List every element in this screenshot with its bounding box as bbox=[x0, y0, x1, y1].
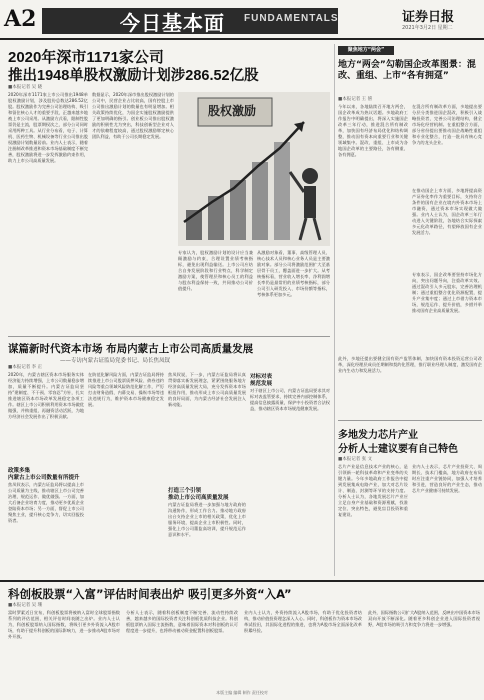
illustration-caption: 股权激励 bbox=[208, 104, 257, 118]
chip-subheadline: 分析人士建议要有自己特色 bbox=[338, 444, 458, 455]
right-column-3: 在推动国企上市方面，多地将提高资产证券化率作为重要目标，支持符合条件的国有企业在境内外资本市场上市融资，通过资本市场实现做大做强。业内人士认为，国企改革三年行动进入关键阶段，各地结合实际探索多元化改革路径，有望释放国有企业发展活力。 bbox=[412, 188, 482, 235]
chip-column-1: 芯片产业是信息技术产业的核心，是引领新一轮科技革命和产业变革的关键力量。今年多地政府工作报告中提到发展集成电路产业，加大对芯片设计、制造、封测等环节的支持力度。分析人士认为，各地发展芯片产业应立足自身产业基础和资源禀赋，找准定位、突出特色，避免盲目投资和重复建设。 bbox=[338, 464, 408, 517]
section-tag: 聚焦地方“两会” bbox=[338, 46, 394, 55]
page-header bbox=[0, 0, 484, 40]
section-subtitle: FUNDAMENTALS bbox=[244, 13, 339, 24]
star-market-headline: 科创板股票“入富”评估时间表出炉 吸引更多外资“入A” bbox=[8, 587, 292, 601]
inner-mongolia-subheadline: ——专访内蒙古证监局党委书记、局长焦凤钗 bbox=[60, 358, 171, 364]
lead-headline-line-2: 推出1948单股权激励计划涉286.52亿股 bbox=[8, 68, 259, 84]
bottom-column-2: 分析人士表示，随着科创板制度不断完善、流动性持续改善，越来越多的国际投资者关注科创板优质科技企业。科创板股票纳入国际主流指数，意味着国际资本对科创板的认可程度进一步提升，也将带动被动资金配置科创板股票。 bbox=[126, 610, 238, 633]
bottom-column-4: 此外，国际指数公司扩大A股纳入范围，反映出中国资本市场双向开放不断深化。随着更多科创企业进入国际投资者视野，A股市场的吸引力和竞争力将进一步增强。 bbox=[368, 610, 480, 627]
middle-subhead-1b: 内蒙古上市公司数量有所提升 bbox=[8, 475, 80, 481]
column-rule bbox=[334, 44, 335, 576]
chip-column-2: 业内人士表示，芯片产业投资大、周期长、技术门槛高，地方政府在布局时应注重产业链协同，加强人才培养和引进，营造良好的产业生态，推动芯片产业健康可持续发展。 bbox=[412, 464, 482, 493]
section-title: 今日基本面 bbox=[120, 11, 225, 35]
lead-column-2: 数据显示，2020年深市推出股权激励计划的公司中，民营企业占比较高，国有控股上市公司推出激励计划的数量也有明显增加。相关政策持续优化，为国企实施股权激励提供了更加明确的指引。创业板公司推出股权激励的积极性尤为突出，科技创新型企业对人才的依赖程度较高，通过股权激励绑定核心团队利益，有助于公司长期稳定发展。 bbox=[92, 92, 174, 139]
chip-byline: ■本报记者 张 文 bbox=[338, 457, 373, 462]
newspaper-logo: 证券日报 bbox=[402, 10, 455, 25]
right-byline: ■本报记者 王 僖 bbox=[338, 97, 373, 102]
header-rule bbox=[0, 38, 484, 40]
middle-column-4: 对于辖区上市公司，内蒙古证监局要求其对标对表监管要求，持续完善内部控制体系，提高信息披露质量，保护中小投资者合法权益，推动辖区资本市场规范健康发展。 bbox=[250, 388, 330, 411]
page-number: A2 bbox=[4, 6, 37, 32]
lead-headline-line-1: 2020年深市1171家公司 bbox=[8, 49, 164, 66]
middle-column-3b: 内蒙古证监局将进一步加强与地方政府的沟通协作，形成工作合力。推动地方政府出台支持企业上市的相关政策，优化上市服务环境，提高企业上市积极性。同时，强化上市公司董监高培训，提升规范运作意识和水平。 bbox=[168, 502, 246, 537]
middle-subhead-3b: 规范发展 bbox=[250, 381, 273, 387]
middle-column-1b: 焦凤钗表示，内蒙古证监局将以提高上市公司质量为主线，推动辖区上市公司完善治理、规范运作、做优做强。一方面，加大后备企业培育力度，推动更多优质企业登陆资本市场；另一方面，督促上市公司聚焦主业，提升核心竞争力，切实回报投资者。 bbox=[8, 482, 84, 523]
lead-byline: ■本报记者 吴 晓 bbox=[8, 85, 43, 90]
lead-column-3: 专家认为，股权激励计划的设计应当兼顾激励与约束，合理设置业绩考核指标，避免出现利益输送。上市公司应结合自身发展阶段和行业特点，科学制定激励方案，使管理层和核心员工的利益与股东利益保持一致，共同推动公司价值提升。 bbox=[178, 250, 253, 291]
right-column-1: 今年以来，各地陆续召开地方两会，国企改革成为热议话题。多地政府工作报告中明确提出，将深入实施国企改革三年行动，推进混合所有制改革，加快国有经济布局优化和结构调整，推动国有资本向重要行业和关键领域集中。混改、重组、上市成为各地国企改革的主要路径，各有侧重、各有拥趸。 bbox=[338, 104, 408, 157]
middle-subhead-2: 打造三个引领 bbox=[168, 488, 202, 494]
equity-incentive-illustration bbox=[178, 92, 330, 246]
right-column-2: 在混合所有制改革方面，多地提出要分层分类推进国企混改，积极引入战略投资者，完善公司治理结构，健全市场化经营机制。在重组整合方面，部分省份提出要推动国企战略性重组和专业化整合，打造一批具有核心竞争力的龙头企业。 bbox=[412, 104, 482, 145]
middle-subhead-3: 对标对表 bbox=[250, 374, 273, 380]
right-column-5: 此外，多地还提出要健全国有资产监管体制，加快国有资本投资运营公司改革，深化经理层成员任期制和契约化管理，推行职业经理人制度，激发国有企业内生动力和发展活力。 bbox=[338, 356, 482, 373]
chip-headline: 多地发力芯片产业 bbox=[338, 430, 418, 441]
middle-divider bbox=[8, 336, 330, 337]
right-headline: 地方“两会”勾勒国企改革图景：混改、重组、上市“各有拥趸” bbox=[338, 60, 476, 81]
bottom-rule bbox=[0, 580, 484, 582]
middle-subhead-1: 政策多集 bbox=[8, 468, 31, 474]
page-footer: 本版主编 编辑 制作 责任校对 bbox=[216, 690, 268, 695]
lead-column-1: 2020年深市1171家上市公司推出1948单股权激励计划，涉及股份总数达286.52亿股。股权激励作为完善公司治理结构、吸引和留住核心人才的重要手段，正越来越多地被上市公司采用。从激励方式看，限制性股票仍是主流，股票期权次之，部分公司同时采用两种工具。从行业分布看，电子、计算机、医药生物、机械设备等行业公司推出股权激励计划数量居前。业内人士表示，随着注册制改革推进和资本市场基础制度不断完善，股权激励将进一步发挥激励约束作用，助力上市公司高质量发展。 bbox=[8, 92, 88, 163]
middle-column-3a: 焦凤钗说，下一步，内蒙古证监局将认真贯彻落实新发展理念，紧紧围绕服务地方经济高质量发展大局，充分发挥资本市场枢纽作用，推动形成上市公司高质量发展的良好局面，为内蒙古经济社会发展注入新动能。 bbox=[168, 372, 246, 407]
bottom-column-1: 富时罗素近日宣布，科创板股票将被纳入富时全球股票指数系列的评估范围，相关评估时间表随之出炉。业内人士认为，科创板股票纳入国际指数，将吸引更多外资流入A股市场，有助于提升科创板的国际影响力，进一步推动A股市场对外开放。 bbox=[8, 610, 120, 639]
middle-column-1a: 2020年，内蒙古辖区资本市场服务实体经济能力持续增强，上市公司数量稳步增加，质量不断提升。内蒙古证监局坚持“建制度、不干预、零容忍”方针，扎实推进辖区资本市场改革发展稳定各项工作。辖区上市公司积极利用资本市场做优做强，并购重组、再融资活动活跃，为地方经济社会发展作出了积极贡献。 bbox=[8, 372, 84, 419]
right-column-4: 专家表示，国企改革要坚持市场化方向，突出问题导向，注重改革实效。通过混改引入多元股东，完善治理机制；通过重组整合优化资源配置，提升产业集中度；通过上市借力资本市场，规范运作、提升价值，多措并举推动国有企业高质量发展。 bbox=[412, 272, 482, 313]
bottom-byline: ■本报记者 吴 珊 bbox=[8, 603, 43, 608]
middle-column-2: 在防范化解风险方面，内蒙古证监局将持续推进上市公司股票质押风险、债券违约风险等重点领域风险防范化解工作，严厉打击财务造假、内幕交易、操纵市场等违法违规行为，维护资本市场健康稳定发展。 bbox=[88, 372, 164, 407]
middle-subhead-2b: 推动上市公司高质量发展 bbox=[168, 495, 229, 501]
right-divider bbox=[338, 420, 482, 421]
lead-column-4: 从激励对象看，董事、高级管理人员、核心技术人员和核心业务人员是主要激励对象。部分公司将激励范围扩大至基层骨干员工，覆盖面进一步扩大。从考核指标看，营业收入增长率、净利润增长率仍是最常用的业绩考核指标，部分公司引入研发投入、市场份额等指标，考核体系更加多元。 bbox=[257, 250, 330, 297]
inner-mongolia-headline: 谋篇新时代资本市场 布局内蒙古上市公司高质量发展 bbox=[8, 343, 254, 355]
middle-byline: ■本报记者 李 正 bbox=[8, 365, 43, 370]
issue-date: 2021年3月2日 星期二 bbox=[402, 25, 453, 31]
bottom-column-3: 业内人士认为，外资持续流入A股市场，有助于优化投资者结构，推动价值投资理念深入人心。同时，科创板作为资本市场改革试验田，其国际化进程的推进，也将为A股市场全面深化改革积累经验。 bbox=[244, 610, 362, 633]
